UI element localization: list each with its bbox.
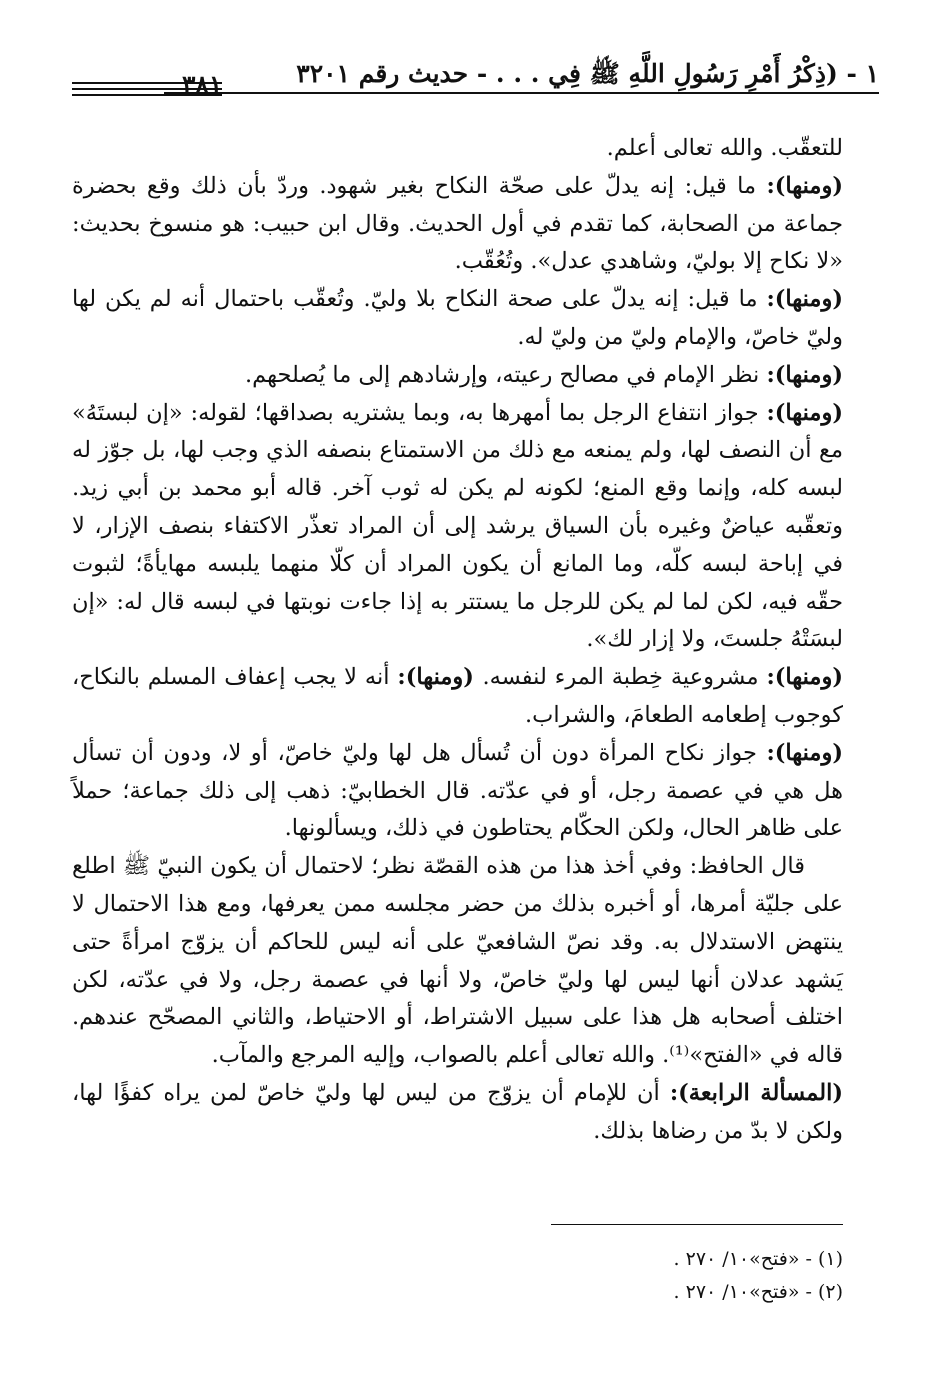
paragraph-text: قال الحافظ: وفي أخذ هذا من هذه القصّة نظر؛ لاحتمال أن يكون النبيّ ﷺ اطلع على جليّة أمرها، أو أخبره بذلك من حضر مجلسه ممن يعرفها، ومع هذا الاحتمال لا ينتهض الاستدلال به. وقد نصّ الشافعيّ على أنه ليس للحاكم أن يزوّج امرأةً حتى يَشهد عدلان أنها ليس لها وليّ خاصّ، ولا أنها في عصمة رجل، ولا في عدّته، لكن اختلف أصحابه هل هذا على سبيل الاشتراط، أو الاحتياط، والثاني المصحّح عندهم. قاله في «الفتح»⁽¹⁾. والله تعالى أعلم بالصواب، وإليه المرجع والمآب.	[72, 853, 843, 1069]
paragraph-text: نظر الإمام في مصالح رعيته، وإرشادهم إلى ما يُصلحهم.	[244, 361, 767, 388]
paragraph-text: ما قيل: إنه يدلّ على صحة النكاح بلا وليّ. وتُعقّب باحتمال أنه لم يكن لها وليّ خاصّ، والإمام وليّ من وليّ له.	[72, 286, 843, 350]
paragraph-text: ما قيل: إنه يدلّ على صحّة النكاح بغير شهود. وردّ بأن ذلك وقع بحضرة جماعة من الصحابة، كما تقدم في أول الحديث. وقال ابن حبيب: هو منسوخ بحديث: «لا نكاح إلا بوليّ، وشاهدي عدل». وتُعُقّب.	[72, 172, 843, 275]
paragraph-label: (ومنها):	[397, 664, 483, 691]
header-double-rule	[72, 82, 222, 100]
paragraph	[72, 130, 843, 168]
body-text	[72, 130, 843, 1151]
paragraph-label: (ومنها):	[766, 739, 843, 766]
paragraph-label: (المسألة الرابعة):	[669, 1079, 844, 1106]
header-rule	[164, 92, 879, 94]
paragraph	[72, 1075, 843, 1151]
footnote-divider	[551, 1224, 843, 1225]
paragraph-label: (ومنها):	[766, 361, 843, 388]
paragraph-label: (ومنها):	[766, 399, 843, 426]
paragraph	[72, 395, 843, 660]
header-title: ١ - (ذِكْرُ أَمْرِ رَسُولِ اللَّهِ ﷺ فِي . . . - حديث رقم ٣٢٠١	[296, 59, 879, 88]
paragraph-text: مشروعية خِطبة المرء لنفسه.	[482, 664, 767, 691]
paragraph-label: (ومنها):	[766, 172, 843, 199]
paragraph	[72, 168, 843, 281]
paragraph-text: جواز نكاح المرأة دون أن تُسأل هل لها وليّ خاصّ، أو لا، ودون أن تسأل هل هي في عصمة رجل، أو في عدّته. قال الخطابيّ: ذهب إلى ذلك جماعة؛ حملاً على ظاهر الحال، ولكن الحكّام يحتاطون في ذلك، ويسألونها.	[72, 739, 843, 842]
paragraph	[72, 848, 843, 1075]
paragraph	[72, 281, 843, 357]
paragraph-text: أنه لا يجب إعفاف المسلم بالنكاح، كوجوب إطعامه الطعامَ، والشراب.	[72, 664, 843, 728]
footnote: (١) - «فتح»١٠/ ٢٧٠ .	[673, 1248, 843, 1270]
paragraph	[72, 735, 843, 848]
paragraph	[72, 357, 843, 395]
paragraph-label: (ومنها):	[766, 286, 843, 313]
paragraph-text: جواز انتفاع الرجل بما أمهرها به، وبما يشتريه بصداقها؛ لقوله: «إن لبستَهُ» مع أن النصف لها، ولم يمنعه مع ذلك من الاستمتاع بنصفه الذي وجب لها، بل جوّز له لبسه كله، وإنما وقع المنع؛ لكونه لم يكن له ثوب آخر. قاله أبو محمد بن أبي زيد. وتعقّبه عياضٌ وغيره بأن السياق يرشد إلى أن المراد تعذّر الاكتفاء بنصف الإزار، لا في إباحة لبسه كلّه، وما المانع أن يكون المراد أن كلّا منهما يلبسه مهايأةً؛ لثبوت حقّه فيه، لكن لما لم يكن للرجل ما يستتر به إذا جاءت نوبتها في لبسه قال له: «إن لبسَتْهُ جلستَ، ولا إزار لك».	[72, 399, 843, 653]
paragraph	[72, 659, 843, 735]
page-number: ٣٨١	[182, 70, 223, 99]
footnotes	[400, 1243, 843, 1309]
running-head	[72, 58, 879, 99]
footnote: (٢) - «فتح»١٠/ ٢٧٠ .	[673, 1281, 843, 1303]
paragraph-text: أن للإمام أن يزوّج من ليس لها وليّ خاصّ لمن يراه كفؤًا لها، ولكن لا بدّ من رضاها بذلك.	[72, 1079, 843, 1144]
paragraph-label: (ومنها):	[766, 664, 843, 691]
paragraph-text: للتعقّب. والله تعالى أعلم.	[606, 135, 843, 161]
